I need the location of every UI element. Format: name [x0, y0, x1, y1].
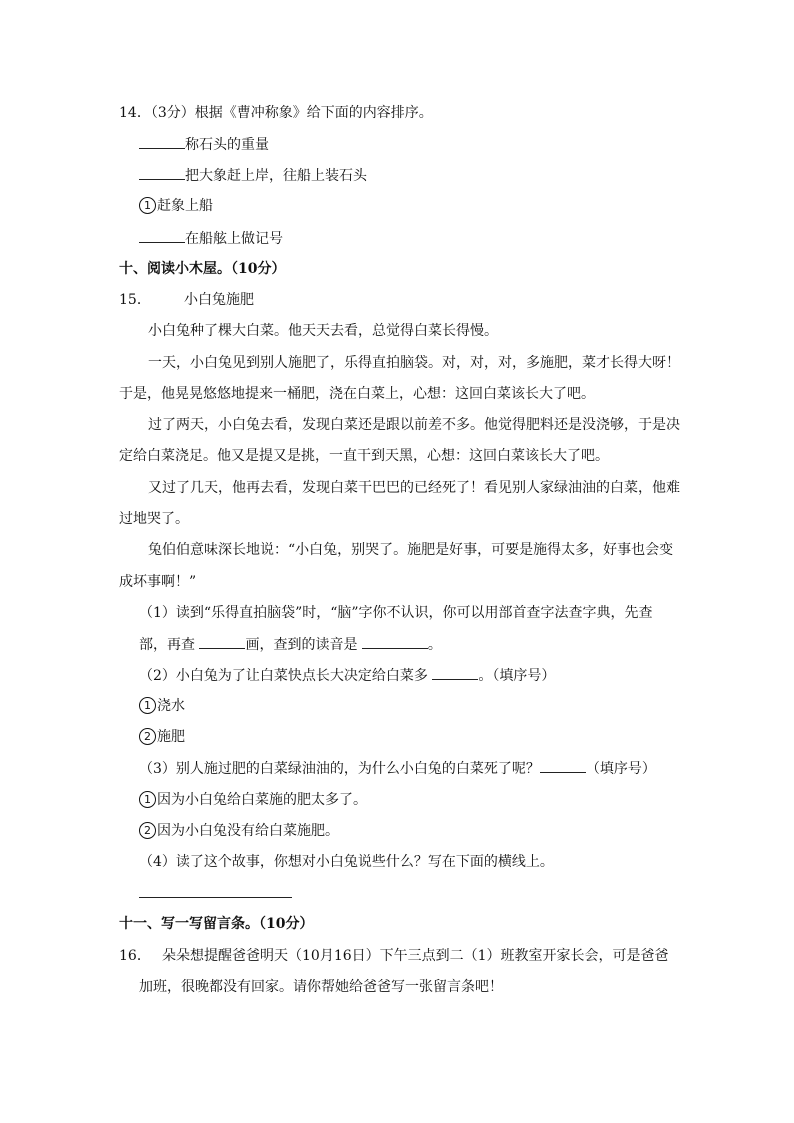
story-paragraph: 一天，小白兔见到别人施肥了，乐得直拍脑袋。对，对，对，多施肥，菜才长得大呀！: [148, 355, 680, 371]
q15-sub2-option: [139, 696, 185, 716]
answer-blank[interactable]: [139, 228, 185, 243]
section-heading: 十、阅读小木屋。（10分）: [119, 261, 286, 277]
story-paragraph: 定给白菜浇足。他又是提又是挑，一直干到天黑，心想：这回白菜该长大了吧。: [119, 448, 609, 464]
q15-sub2-stem: [139, 665, 555, 686]
story-paragraph: 于是，他晃晃悠悠地提来一桶肥，浇在白菜上，心想：这回白菜该长大了吧。: [119, 386, 595, 402]
sub3-text-b: （填序号）: [585, 761, 656, 777]
q15-sub1-line2: [139, 634, 442, 655]
option-text: 因为小白兔没有给白菜施肥。: [157, 823, 339, 839]
circled-number: 1: [139, 197, 156, 214]
sub3-text-a: （3）别人施过肥的白菜绿油油的，为什么小白兔的白菜死了呢？: [139, 761, 540, 777]
q14-item-text: 在船舷上做记号: [185, 231, 283, 247]
q16-text-line2: 加班，很晚都没有回家。请你帮她给爸爸写一张留言条吧！: [139, 979, 503, 995]
sub2-text-b: 。（填序号）: [478, 668, 556, 684]
q15-sub4-stem: （4）读了这个故事，你想对小白兔说些什么？写在下面的横线上。: [139, 854, 554, 870]
answer-blank[interactable]: [139, 134, 185, 149]
answer-blank[interactable]: [139, 165, 185, 180]
option-text: 施肥: [157, 729, 185, 745]
q14-item-4: [139, 228, 283, 249]
circled-number: 1: [139, 697, 156, 714]
answer-blank[interactable]: [540, 758, 586, 773]
q14-item-text: 赶象上船: [157, 198, 213, 214]
story-paragraph: 小白兔种了棵大白菜。他天天去看，总觉得白菜长得慢。: [148, 323, 498, 339]
story-paragraph: 过了两天，小白兔去看，发现白菜还是跟以前差不多。他觉得肥料还是没浇够，于是决: [148, 417, 680, 433]
sub2-text-a: （2）小白兔为了让白菜快点长大决定给白菜多: [139, 668, 428, 684]
option-text: 因为小白兔给白菜施的肥太多了。: [157, 792, 367, 808]
answer-line[interactable]: [139, 897, 292, 898]
q14-item-text: 称石头的重量: [185, 137, 269, 153]
answer-blank[interactable]: [432, 665, 478, 680]
q16-number: 16．: [119, 948, 151, 964]
story-paragraph: 成坏事啊！”: [119, 574, 197, 590]
q15-number: 15．: [119, 292, 151, 308]
answer-blank[interactable]: [199, 634, 245, 649]
sub1-text-a: 部，再查: [139, 637, 195, 653]
circled-number: 2: [139, 728, 156, 745]
q16-text-line1: 朵朵想提醒爸爸明天（10月16日）下午三点到二（1）班教室开家长会，可是爸爸: [162, 948, 669, 964]
q14-item-3: [139, 196, 213, 216]
sub1-text-c: 。: [427, 637, 442, 653]
circled-number: 2: [139, 822, 156, 839]
story-title: 小白兔施肥: [184, 292, 254, 308]
story-paragraph: 又过了几天，他再去看，发现白菜干巴巴的已经死了！看见别人家绿油油的白菜，他难: [148, 480, 680, 496]
q14-item-1: [139, 134, 269, 155]
q15-sub3-option: [139, 790, 367, 810]
answer-blank[interactable]: [362, 634, 428, 649]
story-paragraph: 过地哭了。: [119, 511, 189, 527]
q15-sub3-stem: [139, 758, 656, 779]
sub1-text-b: 画，查到的读音是: [245, 637, 358, 653]
section-heading: 十一、写一写留言条。（10分）: [119, 916, 314, 932]
story-paragraph: 兔伯伯意味深长地说：“小白兔，别哭了。施肥是好事，可要是施得太多，好事也会变: [148, 542, 674, 558]
circled-number: 1: [139, 791, 156, 808]
q15-sub2-option: [139, 727, 185, 747]
q14-stem: 14．（3分）根据《曹冲称象》给下面的内容排序。: [119, 105, 433, 121]
q14-item-text: 把大象赶上岸，往船上装石头: [185, 168, 367, 184]
q15-sub3-option: [139, 821, 339, 841]
q14-item-2: [139, 165, 367, 186]
q15-sub1-stem: （1）读到“乐得直拍脑袋”时，“脑”字你不认识，你可以用部首查字法查字典，先查: [139, 605, 653, 621]
option-text: 浇水: [157, 698, 185, 714]
